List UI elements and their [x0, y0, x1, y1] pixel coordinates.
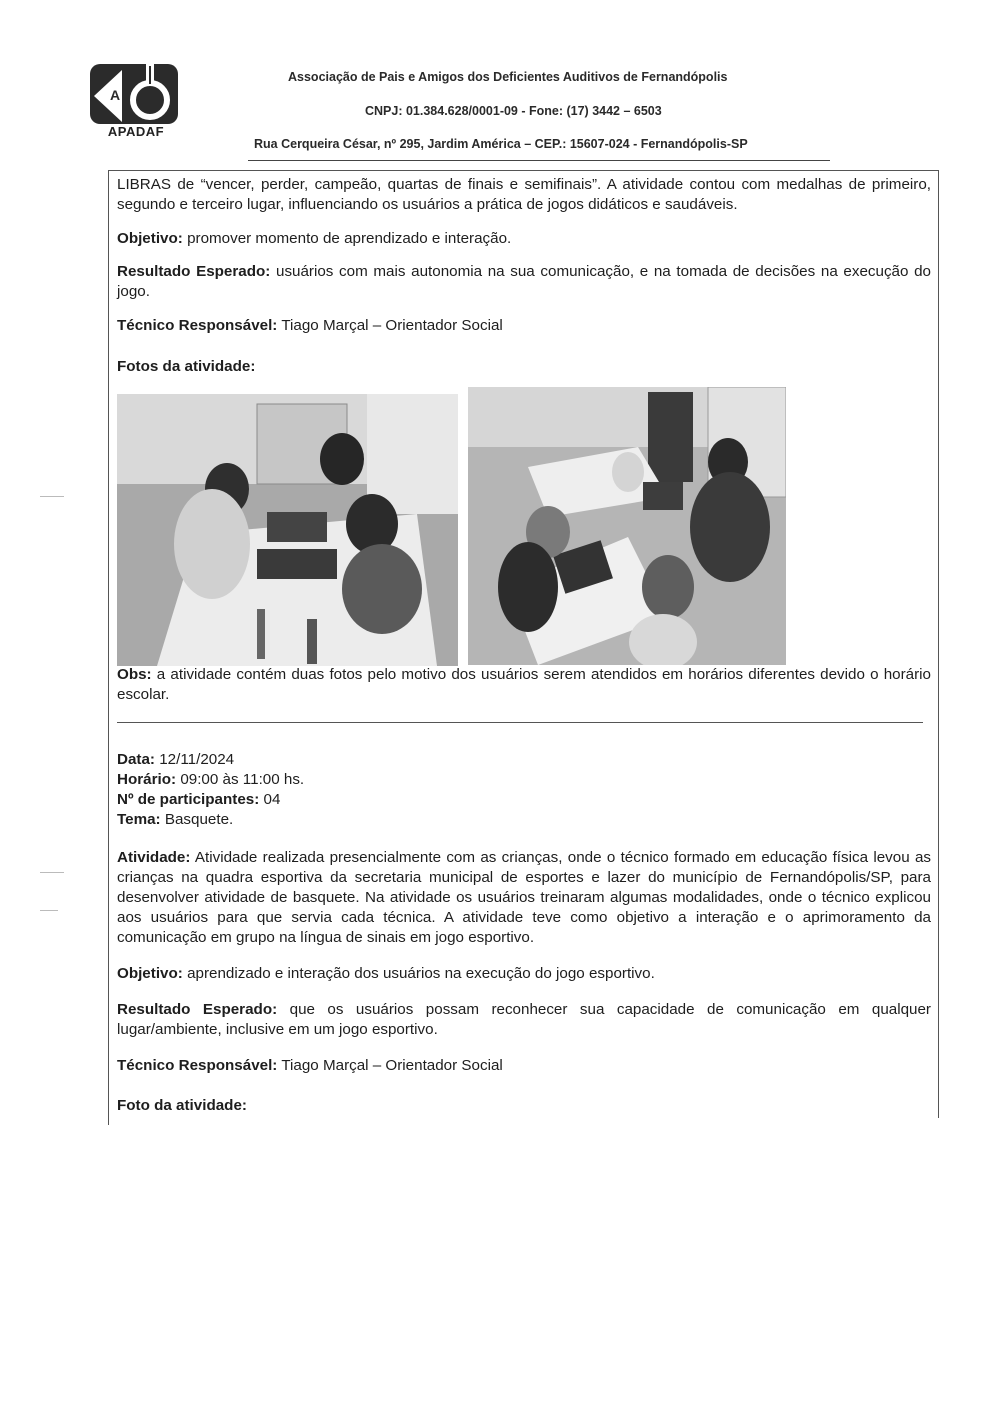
objective-text: aprendizado e interação dos usuários na execução do jogo esportivo.	[187, 965, 655, 982]
technician-1	[117, 316, 931, 336]
objective-text: promover momento de aprendizado e interação.	[187, 230, 512, 247]
objective-label: Objetivo:	[117, 965, 183, 982]
expected-label: Resultado Esperado:	[117, 263, 271, 280]
frame-top-border	[108, 170, 939, 171]
participants-line	[117, 790, 931, 810]
time-label: Horário:	[117, 771, 177, 788]
technician-label: Técnico Responsável:	[117, 1057, 278, 1074]
activity-description	[117, 848, 931, 948]
scan-mark	[40, 872, 64, 873]
expected-result-1	[117, 262, 931, 302]
time-line	[117, 770, 931, 790]
scan-mark	[40, 496, 64, 497]
technician-label: Técnico Responsável:	[117, 317, 278, 334]
date-line	[117, 750, 931, 770]
technician-2	[117, 1056, 931, 1076]
objective-1	[117, 229, 931, 249]
expected-label: Resultado Esperado:	[117, 1001, 278, 1018]
theme-line	[117, 810, 931, 830]
technician-text: Tiago Marçal – Orientador Social	[281, 317, 503, 334]
expected-result-2	[117, 1000, 931, 1040]
activity-photo-checkers-1	[117, 394, 458, 666]
obs-label: Obs:	[117, 666, 152, 683]
expected-text: que os usuários possam reconhecer sua capacidade de comunicação em qualquer lugar/ambiente, inclusive em um jogo esportivo.	[117, 1001, 931, 1038]
address: Rua Cerqueira César, nº 295, Jardim América – CEP.: 15607-024 - Fernandópolis-SP	[254, 137, 748, 151]
observation-block	[117, 665, 931, 705]
report-body	[117, 175, 931, 377]
logo-letter: A	[110, 87, 121, 103]
activity-text: Atividade realizada presencialmente com as crianças, onde o técnico formado em educação física levou as crianças na quadra esportiva da secretaria municipal de esportes e lazer do município de Fernandópolis/SP, para desenvolver atividade de basquete. Na atividade os usuários treinaram algumas modalidades, onde o técnico explicou aos usuários para que servia cada técnica. A atividade teve como objetivo a interação e o aprimoramento da comunicação em grupo na língua de sinais em jogo esportivo.	[117, 849, 931, 946]
children-with-teacher-checkers-image	[468, 387, 786, 665]
technician-text: Tiago Marçal – Orientador Social	[281, 1057, 503, 1074]
date-label: Data:	[117, 751, 155, 768]
objective-2	[117, 964, 931, 984]
objective-label: Objetivo:	[117, 230, 183, 247]
photo-label: Foto da atividade:	[117, 1097, 247, 1114]
expected-text: usuários com mais autonomia na sua comunicação, e na tomada de decisões na execução do jogo.	[117, 263, 931, 300]
frame-right-border	[938, 170, 939, 1118]
date-value: 12/11/2024	[159, 751, 235, 768]
activity-photo-checkers-2	[468, 387, 786, 665]
organization-name: Associação de Pais e Amigos dos Deficientes Auditivos de Fernandópolis	[288, 70, 728, 84]
children-playing-checkers-image	[117, 394, 458, 666]
letterhead	[0, 0, 992, 170]
frame-left-border	[108, 170, 109, 1125]
header-rule	[248, 160, 830, 161]
theme-value: Basquete.	[164, 811, 234, 828]
time-value: 09:00 às 11:00 hs.	[180, 771, 305, 788]
section-divider	[117, 722, 923, 723]
scan-mark	[40, 910, 58, 911]
observation	[117, 665, 931, 705]
cnpj-phone: CNPJ: 01.384.628/0001-09 - Fone: (17) 3442 – 6503	[365, 104, 662, 118]
obs-text: a atividade contém duas fotos pelo motivo dos usuários serem atendidos em horários diferentes devido o horário escolar.	[117, 666, 931, 703]
activity-continuation: LIBRAS de “vencer, perder, campeão, quartas de finais e semifinais”. A atividade contou com medalhas de primeiro, segundo e terceiro lugar, influenciando os usuários a prática de jogos didáticos e saudáveis.	[117, 176, 931, 213]
logo-wordmark: APADAF	[107, 124, 165, 139]
participants-value: 04	[263, 791, 281, 808]
theme-label: Tema:	[117, 811, 161, 828]
participants-label: Nº de participantes:	[117, 791, 260, 808]
photos-label: Fotos da atividade:	[117, 358, 256, 375]
activity-2	[117, 750, 931, 1116]
activity-label: Atividade:	[117, 849, 191, 866]
